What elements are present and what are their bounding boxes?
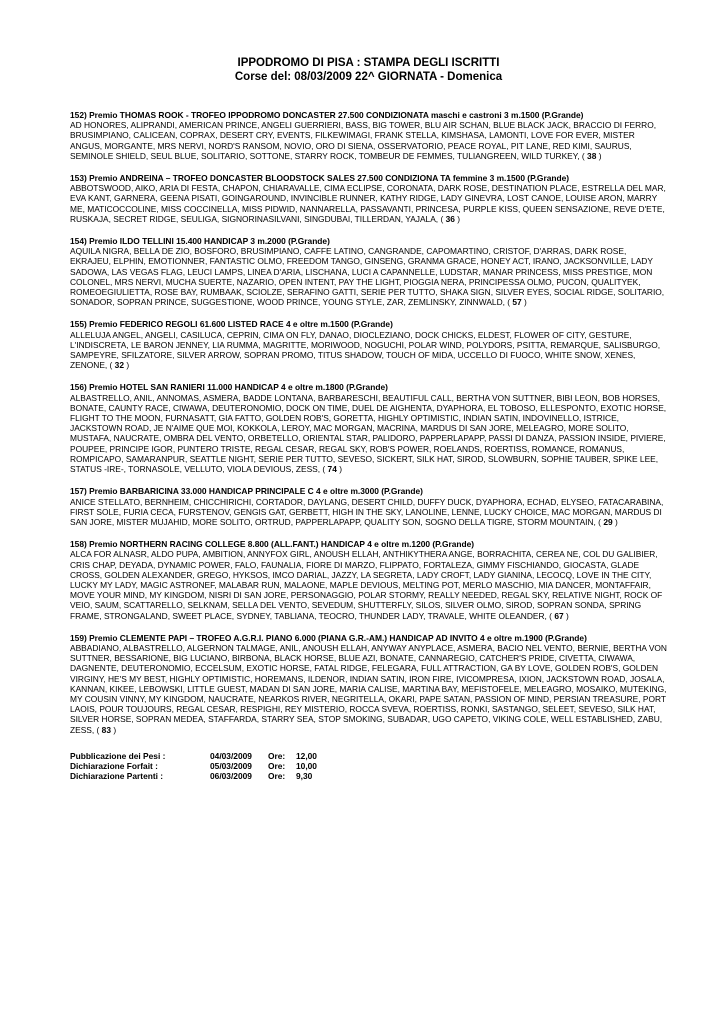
race-entries xyxy=(70,393,667,475)
entries-list: AQUILA NIGRA, BELLA DE ZIO, BOSFORO, BRUSIMPIANO, CAFFE LATINO, CANGRANDE, CAPOMARTINO, CRISTOF, D'ARRAS, DARK ROSE, EKRAJEU, ELPHIN, EMOTIONNER, FANTASTIC OLMO, FREEDOM TANGO, GINSENG, GRANMA GRACE, HONEY ACT, IRANO, JACKSONVILLE, LADY SADOWA, LAS VEGAS FLAG, LEUCI LAMPS, LINEA D'ARIA, LISCHANA, LUCI A CAPANNELLE, LUDSTAR, MANAR PRINCESS, MISS PRESTIGE, MON COLONEL, MRS NERVI, MUCHA SUERTE, NAZARIO, OPEN INTENT, PAY THE LIGHT, PIOGGIA NERA, PRINCIPESSA OLMO, PUCON, QUALITYEK, ROMEOEGIULIETTA, ROSE BAY, RUMBAAK, SCIOLZE, SERAFINO GATTI, SERIE PER TUTTO, SHAKA SIGN, SILVER EYES, SOCIAL RIDGE, SOLITARIO, SONADOR, SOPRAN PRINCE, SUGGESTIONE, WOOD PRINCE, YOUNG STYLE, ZAR, ZEMLINSKY, ZINNWALD, ( xyxy=(70,246,665,308)
ore-label: Ore: xyxy=(268,760,286,771)
race-block xyxy=(70,110,667,161)
deadline-row xyxy=(70,761,667,771)
deadline-label: Pubblicazione dei Pesi : xyxy=(70,750,166,761)
deadline-date: 04/03/2009 xyxy=(210,750,252,761)
race-block xyxy=(70,319,667,370)
race-block xyxy=(70,486,667,527)
entries-count-close: ) xyxy=(598,150,602,161)
entries-count: 29 xyxy=(603,516,613,527)
race-block xyxy=(70,236,667,307)
race-entries xyxy=(70,549,667,620)
race-title: 158) Premio NORTHERN RACING COLLEGE 8.800 (ALL.FANT.) HANDICAP 4 e oltre m.1200 (P.Grande) xyxy=(70,539,475,550)
race-entries xyxy=(70,497,667,528)
entries-count: 67 xyxy=(554,610,564,621)
race-block xyxy=(70,633,667,735)
race-title: 152) Premio THOMAS ROOK - TROFEO IPPODROMO DONCASTER 27.500 CONDIZIONATA maschi e castroni 3 m.1500 (P.Grande) xyxy=(70,110,584,120)
race-block xyxy=(70,539,667,621)
race-entries xyxy=(70,246,667,307)
entries-list: AD HONORES, ALIPRANDI, AMERICAN PRINCE, ANGELI GUERRIERI, BASS, BIG TOWER, BLU AIR SCHAN, BLUE BLACK JACK, BRACCIO DI FERRO, BRUSIMPIANO, CALICEAN, COPRAX, DESERT CRY, EVENTS, FILKEWIMAGI, FRANK STELLA, KIMSHASA, LAMONTI, LOVE FOR EVER, MISTER ANGUS, MORGANTE, MRS NERVI, NORD'S RANSOM, NOVIO, ORO DI SIENA, OSSERVATORIO, PEACE ROYAL, PIT LANE, RED KIMI, SAURUS, SEMINOLE SHIELD, SEUL BLUE, SOLITARIO, SOTTONE, STARRY ROCK, TOMBEUR DE FEMMES, TULIANGREEN, WILD TURKEY, ( xyxy=(70,120,657,161)
entries-list: ALCA FOR ALNASR, ALDO PUPA, AMBITION, ANNYFOX GIRL, ANOUSH ELLAH, ANTHIKYTHERA ANGE, BORRACHITA, CEREA NE, COL DU GALIBIER, CRIS CHAP, DEYADA, DYNAMIC POWER, FALO, FAUNALIA, FIORE DI MARZO, FLIPPATO, FORTALEZA, GIMMY FISCHIANDO, GIOCASTA, GLADE CROSS, GOLDEN ALEXANDER, GREGO, HYKSOS, IMCO DARIAL, JAZZY, LA SEGRETA, LADY CROFT, LADY GIANINA, LECOCQ, LOVE IN THE CITY, LUCKY MY LADY, MAGIC ASTRONEF, MALABAR RUN, MALAONE, MAPLE DEVIOUS, MELTING POT, MERLO MASCHIO, MIA DANCER, MONTAFFAIR, MOVE YOUR MIND, MY KINGDOM, NISRI DI SAN JORE, PERSONAGGIO, POLAR STORMY, REALLY NEEDED, REGAL SKY, RELATIVE NIGHT, ROCK OF VEIO, SAUM, SCATTARELLO, SELKNAM, SELLA DEL VENTO, SEVEDUM, SHUTTERFLY, SILOS, SILVER OLMO, SIROD, SOPRAN SONDA, SPRING FRAME, STRONGALAND, SWEET PLACE, SYDNEY, TABLIANA, TEOCRO, THUNDER LADY, TRAVALE, WHITE OLEANDER, ( xyxy=(70,549,663,621)
deadline-label: Dichiarazione Forfait : xyxy=(70,760,158,771)
entries-count-close: ) xyxy=(113,724,117,735)
entries-count-close: ) xyxy=(126,360,130,371)
race-entries xyxy=(70,330,667,371)
deadlines-block xyxy=(70,751,667,781)
race-entries xyxy=(70,183,667,224)
deadline-time: 9,30 xyxy=(296,770,313,781)
deadline-row xyxy=(70,751,667,761)
entries-list: ABBOTSWOOD, AIKO, ARIA DI FESTA, CHAPON, CHIARAVALLE, CIMA ECLIPSE, CORONATA, DARK ROSE, DESTINATION PLACE, ESTRELLA DEL MAR, EVA KANT, GARNERA, GEENA PISATI, GOINGAROUND, INVINCIBLE RUNNER, KATHY RIDGE, LADY GINEVRA, LOST CANOE, LOUISE ARON, MARRY ME, MATICOCCOLINE, MISS COCCINELLA, MISS PIDWID, NANNARELLA, PASSAVANTI, PRINCESA, PURPLE KISS, QUEEN SENSAZIONE, REVE D'ETE, RUSKAJA, SECRET RIDGE, SEULIGA, SIGNORINASILVANI, SINGDUBAI, TILLERDAN, YAJALA, ( xyxy=(70,183,666,224)
race-title: 157) Premio BARBARICINA 33.000 HANDICAP PRINCIPALE C 4 e oltre m.3000 (P.Grande) xyxy=(70,486,423,497)
entries-count-close: ) xyxy=(565,610,569,621)
entries-count-close: ) xyxy=(614,516,618,527)
entries-list: ALLELUJA ANGEL, ANGELI, CASILUCA, CEPRIN, CIMA ON FLY, DANAO, DIOCLEZIANO, DOCK CHICKS, ELDEST, FLOWER OF CITY, GESTURE, L'INDISCRETA, LE BARON JENNEY, LIA RUMMA, MAGRITTE, MORIWOOD, NOGUCHI, POLAR WIND, POLYDORS, PSITTA, REMARQUE, SALISBURGO, SAMPEYRE, SFILZATORE, SILVER ARROW, SOPRAN PROMO, TITUS SHADOW, TOUCH OF MIDA, UCCELLO DI FUOCO, WHITE SNOW, XENES, ZENONE, ( xyxy=(70,329,661,371)
race-entries xyxy=(70,643,667,735)
entries-list: ABBADIANO, ALBASTRELLO, ALGERNON TALMAGE, ANIL, ANOUSH ELLAH, ANYWAY ANYPLACE, ASMERA, BACIO NEL VENTO, BERNIE, BERTHA VON SUTTNER, BESSARIONE, BIG LUCIANO, BIRBONA, BLACK HORSE, BLUE AZI, BONATE, CANNAREGIO, CATCHER'S PRIDE, CIVETTA, CIWAWA, DAGNENTE, DEUTERONOMIO, ECCELSUM, EXOTIC HORSE, FATAL RIDGE, FELEGARA, FULL ATTRACTION, GA BY LOVE, GOLDEN ROB'S, GOLDEN VIRGINY, HE'S MY BEST, HIGHLY OPTIMISTIC, HOREMANS, ILDENOR, INDIAN SATIN, IRON FIRE, IVICOMPRESA, IXION, JACKSTOWN ROAD, JOSALA, KANNAN, KIKEE, LEBOWSKI, LITTLE GUEST, MADAN DI SAN JORE, MARIA CALISE, MARTINA BAY, MEFISTOFELE, MELEAGRO, MOSAIKO, MUTEKING, MY COUSIN VINNY, MY KINGDOM, NAUCRATE, NEARKOS RIVER, NEGRITELLA, OKARI, PAPE SATAN, PASSION OF MIND, PERSIAN TREASURE, PORT LAOIS, POUR TOUJOURS, REGAL CESAR, RESPIGHI, REY MISTERIO, ROCCA SVEVA, ROERTISS, RONKI, SASTANGO, SELEET, SEVESO, SILK HAT, SILVER HORSE, SOPRAN MEDEA, STAFFARDA, STARRY SEA, STOP SMOKING, SUBADAR, UGO CAPETO, VIKING COLE, WELL ESTABLISHED, ZABU, ZESS, ( xyxy=(70,642,667,735)
ore-label: Ore: xyxy=(268,770,286,781)
entries-count-close: ) xyxy=(524,297,527,308)
entries-count: 36 xyxy=(445,213,455,224)
race-block xyxy=(70,382,667,474)
race-title: 159) Premio CLEMENTE PAPI – TROFEO A.G.R.I. PIANO 6.000 (PIANA G.R.-AM.) HANDICAP AD INVITO 4 e oltre m.1900 (P.Grande) xyxy=(70,632,587,643)
deadline-row xyxy=(70,771,667,781)
race-block xyxy=(70,173,667,224)
document-header xyxy=(70,56,667,84)
race-title: 154) Premio ILDO TELLINI 15.400 HANDICAP 3 m.2000 (P.Grande) xyxy=(70,236,330,247)
deadline-time: 10,00 xyxy=(296,760,317,771)
entries-count: 38 xyxy=(587,150,597,161)
header-subtitle: Corse del: 08/03/2009 22^ GIORNATA - Domenica xyxy=(234,71,503,83)
entries-count: 32 xyxy=(114,360,124,371)
deadline-time: 12,00 xyxy=(296,750,317,761)
entries-count-close: ) xyxy=(339,464,342,475)
race-title: 153) Premio ANDREINA – TROFEO DONCASTER BLOODSTOCK SALES 27.500 CONDIZIONA TA femmine 3 m.1500 (P.Grande) xyxy=(70,173,570,184)
entries-list: ALBASTRELLO, ANIL, ANNOMAS, ASMERA, BADDE LONTANA, BARBARESCHI, BEAUTIFUL CALL, BERTHA VON SUTTNER, BIBI LEON, BOB HORSES, BONATE, CAUNTY RACE, CIWAWA, DEUTERONOMIO, DOCK ON TIME, DUEL DE AIGHENTA, DYAPHORA, EL TOBOSO, ELLESPONTO, EXOTIC HORSE, FLIGHT TO THE MOON, FURNASATT, GIA FATTO, GOLDEN ROB'S, GORETTA, HIGHLY OPTIMISTIC, INDIAN SATIN, INDOVINELLO, ISTRICE, JACKSTOWN ROAD, JE N'AIME QUE MOI, KOKKOLA, LEROY, MAC MORGAN, MACRINA, MARDUS DI SAN JORE, MELEAGRO, MORE SOLITO, MUSTAFA, NAUCRATE, OMBRA DEL VENTO, ORBETELLO, ORIENTAL STAR, PALIDORO, PAPPERLAPAPP, PASSI DI DANZA, PASSION INSIDE, PIVIERE, POUPEE, PRINCIPE IGOR, PUNTERO TRISTE, REGAL CESAR, REGAL SKY, ROB'S POWER, ROELANDS, ROERTISS, ROMANCE, ROMANUS, ROMPICAPO, SAMARANPUR, SEATTLE NIGHT, SERIE PER TUTTO, SEVESO, SICKERT, SILK HAT, SIROD, SLOWBURN, SOPHIE TAUBER, SPIKE LEE, STATUS -IRE-, TORNASOLE, VELLUTO, VIOLA DEVIOUS, ZESS, ( xyxy=(70,392,667,475)
ore-label: Ore: xyxy=(268,750,286,761)
entries-count: 74 xyxy=(327,464,337,475)
race-list xyxy=(70,110,667,735)
deadline-date: 06/03/2009 xyxy=(210,770,252,781)
entries-list: ANICE STELLATO, BERNHEIM, CHICCHIRICHI, CORTADOR, DAYLANG, DESERT CHILD, DUFFY DUCK, DYAPHORA, ECHAD, ELYSEO, FATACARABINA, FIRST SOLE, FURIA CECA, FURSTENOV, GENGIS GAT, GERBETT, HIGH IN THE SKY, LANOLINE, LENNE, LUCKY CHOICE, MAC MORGAN, MARDUS DI SAN JORE, MISTER MUJAHID, MORE SOLITO, ORTRUD, PAPPERLAPAPP, QUALITY SON, SOGNO DELLA TIGRE, STORM MOUNTAIN, ( xyxy=(70,496,664,527)
entries-count: 57 xyxy=(512,297,522,308)
entries-count: 83 xyxy=(101,724,111,735)
race-title: 155) Premio FEDERICO REGOLI 61.600 LISTED RACE 4 e oltre m.1500 (P.Grande) xyxy=(70,319,393,330)
race-entries xyxy=(70,120,667,161)
header-title: IPPODROMO DI PISA : STAMPA DEGLI ISCRITTI xyxy=(237,57,500,69)
entries-count-close: ) xyxy=(457,213,461,224)
deadline-label: Dichiarazione Partenti : xyxy=(70,770,164,781)
deadline-date: 05/03/2009 xyxy=(210,760,252,771)
race-title: 156) Premio HOTEL SAN RANIERI 11.000 HANDICAP 4 e oltre m.1800 (P.Grande) xyxy=(70,382,388,393)
